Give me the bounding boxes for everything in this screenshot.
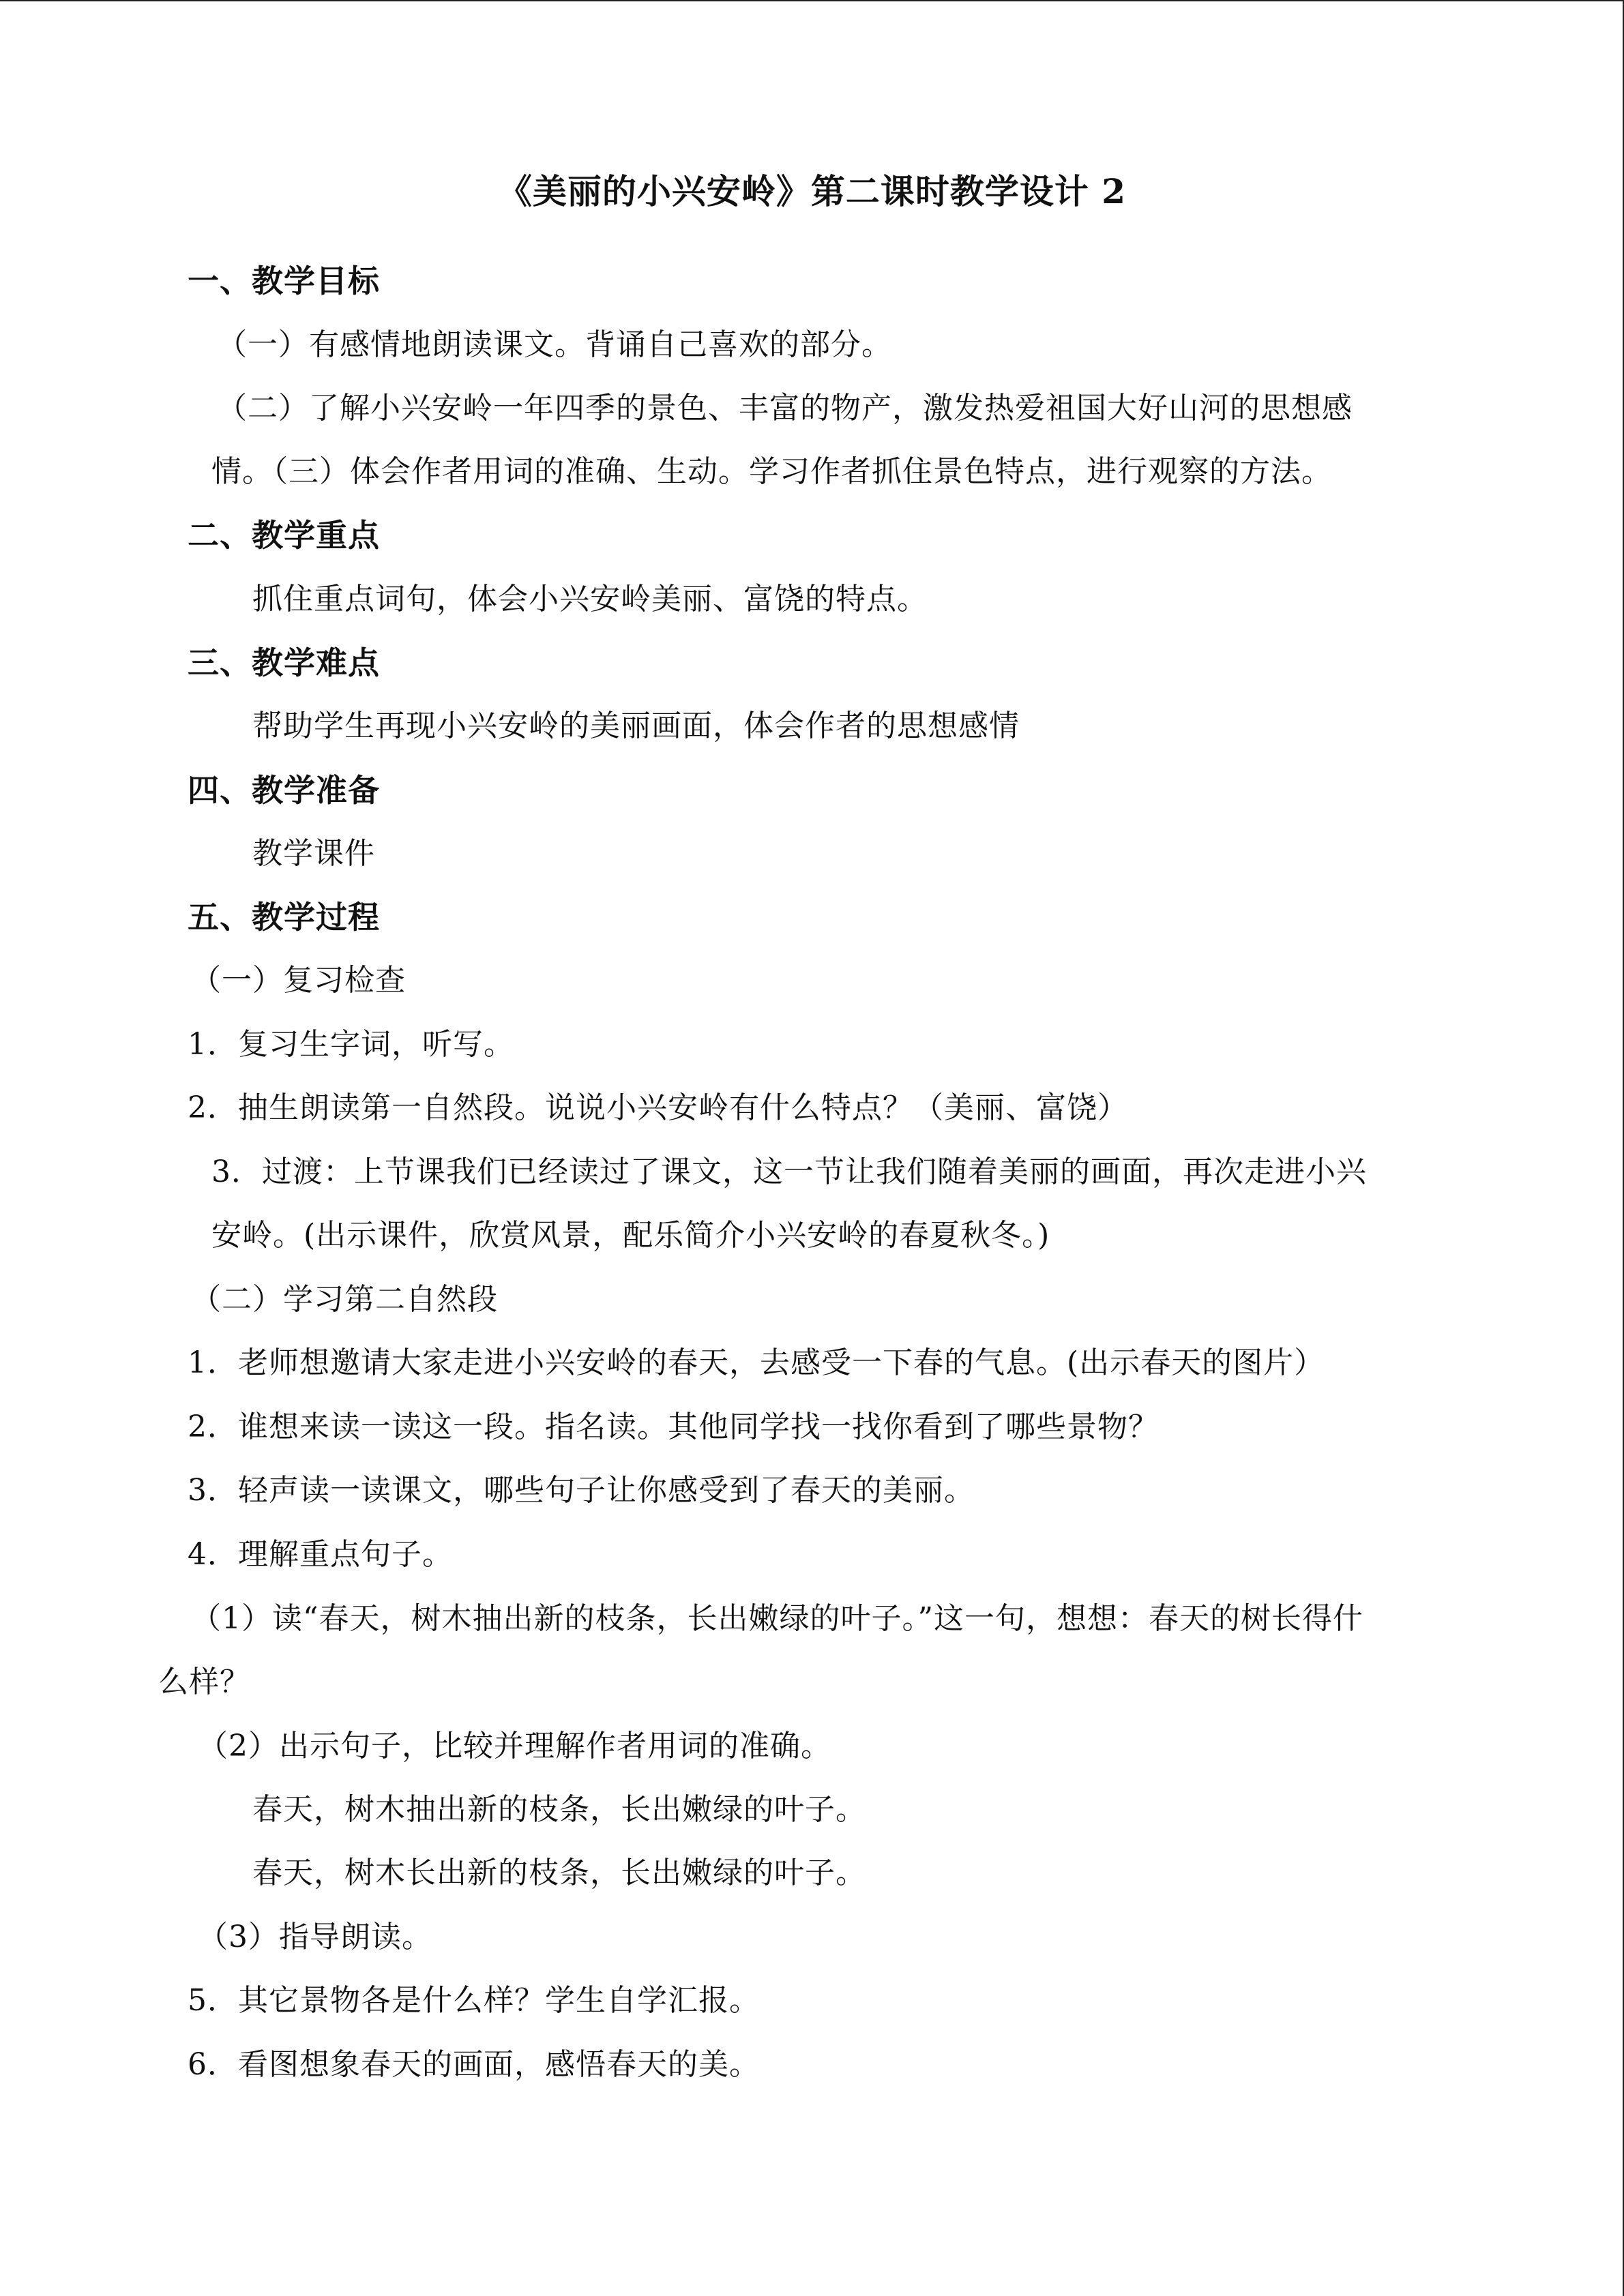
example-sentence-1: 春天，树木抽出新的枝条，长出嫩绿的叶子。 <box>252 1792 866 1827</box>
heading-preparation: 四、教学准备 <box>188 772 380 809</box>
heading-key-points: 二、教学重点 <box>188 517 380 554</box>
sub-step-1-line-1: （1）读“春天，树木抽出新的枝条，长出嫩绿的叶子。”这一句，想想：春天的树长得什 <box>191 1601 1363 1636</box>
paragraph-step-4: 4．理解重点句子。 <box>188 1537 453 1572</box>
objective-2-line-2: 情。（三）体会作者用词的准确、生动。学习作者抓住景色特点，进行观察的方法。 <box>211 454 1332 489</box>
difficulties-text: 帮助学生再现小兴安岭的美丽画面，体会作者的思想感情 <box>252 709 1020 743</box>
review-step-3-line-2: 安岭。(出示课件，欣赏风景，配乐简介小兴安岭的春夏秋冬。) <box>211 1218 1050 1253</box>
section-paragraph-two: （二）学习第二自然段 <box>191 1282 498 1317</box>
paragraph-step-2: 2．谁想来读一读这一段。指名读。其他同学找一找你看到了哪些景物？ <box>188 1410 1159 1444</box>
heading-teaching-process: 五、教学过程 <box>188 899 380 936</box>
paragraph-step-6: 6．看图想象春天的画面，感悟春天的美。 <box>188 2047 760 2082</box>
example-sentence-2: 春天，树木长出新的枝条，长出嫩绿的叶子。 <box>252 1855 866 1890</box>
sub-step-2: （2）出示句子，比较并理解作者用词的准确。 <box>198 1729 831 1763</box>
section-review: （一）复习检查 <box>191 963 406 998</box>
preparation-text: 教学课件 <box>252 836 375 871</box>
key-points-text: 抓住重点词句，体会小兴安岭美丽、富饶的特点。 <box>252 582 928 616</box>
review-step-1: 1．复习生字词，听写。 <box>188 1027 514 1062</box>
paragraph-step-3: 3．轻声读一读课文，哪些句子让你感受到了春天的美丽。 <box>188 1473 975 1508</box>
objective-2-line-1: （二）了解小兴安岭一年四季的景色、丰富的物产，激发热爱祖国大好山河的思想感 <box>217 391 1353 426</box>
review-step-2: 2．抽生朗读第一自然段。说说小兴安岭有什么特点？（美丽、富饶） <box>188 1090 1128 1125</box>
paragraph-step-1: 1．老师想邀请大家走进小兴安岭的春天，去感受一下春的气息。(出示春天的图片） <box>188 1345 1325 1380</box>
sub-step-3: （3）指导朗读。 <box>198 1920 432 1954</box>
review-step-3-line-1: 3．过渡：上节课我们已经读过了课文，这一节让我们随着美丽的画面，再次走进小兴 <box>211 1154 1367 1189</box>
paragraph-step-5: 5．其它景物各是什么样？学生自学汇报。 <box>188 1983 760 2018</box>
document-title: 《美丽的小兴安岭》第二课时教学设计 2 <box>497 171 1127 211</box>
heading-teaching-objectives: 一、教学目标 <box>188 263 380 299</box>
sub-step-1-line-2: 么样？ <box>158 1665 250 1699</box>
heading-difficulties: 三、教学难点 <box>188 644 380 681</box>
objective-1: （一）有感情地朗读课文。背诵自己喜欢的部分。 <box>217 327 892 362</box>
